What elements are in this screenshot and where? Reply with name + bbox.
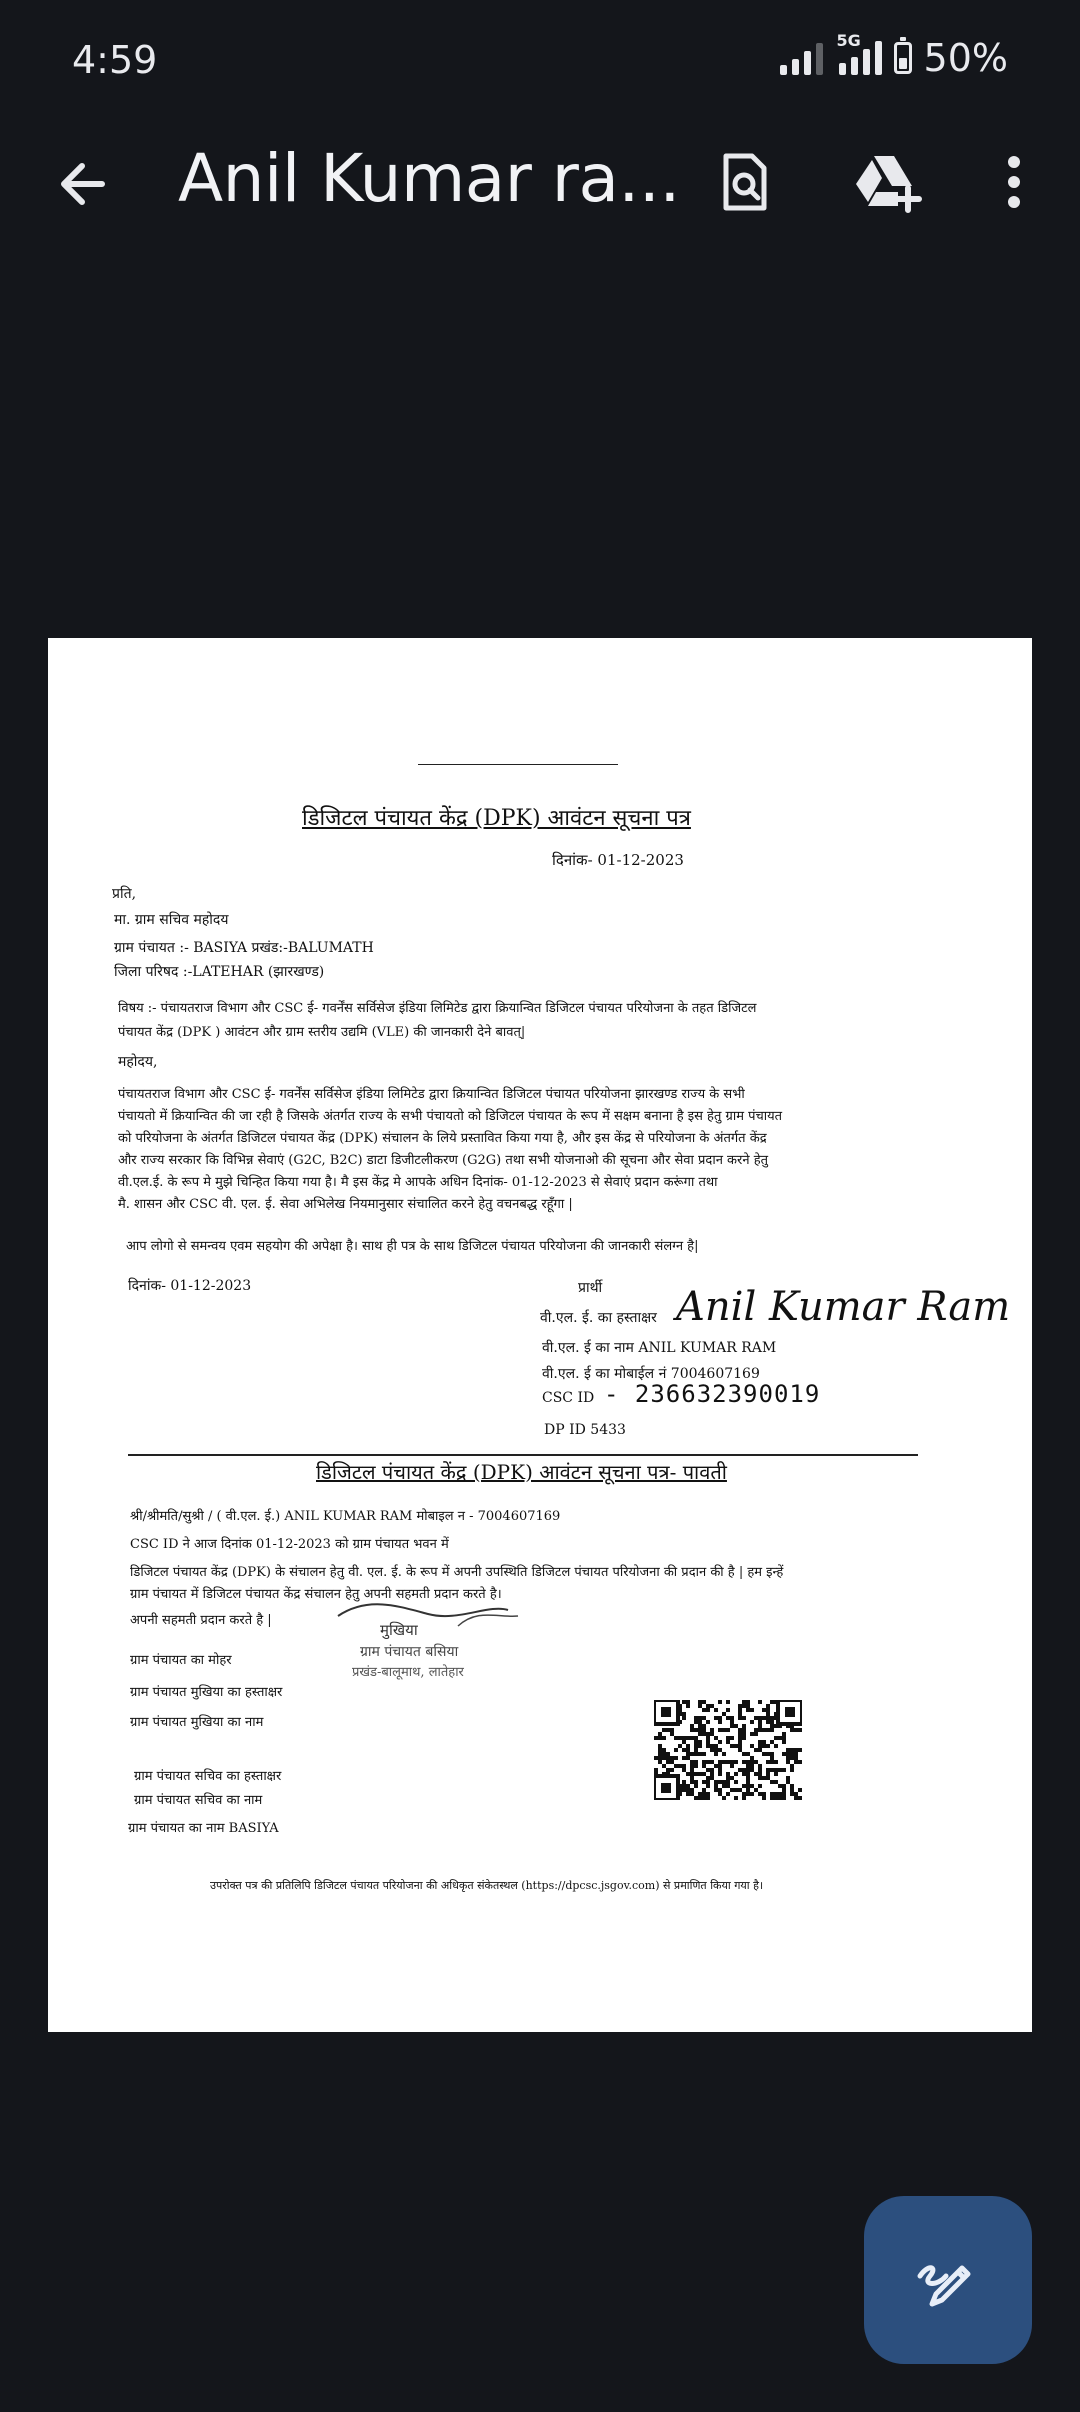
applicant-label: प्रार्थी	[578, 1280, 603, 1296]
status-time: 4:59	[72, 38, 158, 82]
annotate-pen-icon	[914, 2246, 982, 2314]
body-line-4: और राज्य सरकार कि विभिन्न सेवाएं (G2C, B2C) डाटा डिजीटलीकरण (G2G) तथा सभी योजनाओ की सूचना और सेवा प्रदान करने हेतु	[118, 1153, 769, 1168]
receipt-line-1: श्री/श्रीमति/सुश्री / ( वी.एल. ई.) ANIL KUMAR RAM मोबाइल न - 7004607169	[130, 1509, 561, 1524]
network-type: 5G	[836, 31, 861, 50]
document-title: Anil Kumar ra...	[178, 140, 680, 217]
battery-percent: 50%	[923, 36, 1008, 80]
salutation: महोदय,	[118, 1054, 158, 1070]
status-icons	[780, 31, 1008, 80]
body-line-2: पंचायतो में क्रियान्वित की जा रही है जिसके अंतर्गत राज्य के सभी पंचायतो को डिजिटल पंचायत के रूप में सक्षम बनाना है इस हेतु ग्राम पंचायत	[118, 1109, 783, 1124]
mukhiya-stamp	[308, 1596, 568, 1686]
secretary-name-label: ग्राम पंचायत सचिव का नाम	[134, 1793, 263, 1808]
body-line-6: मै. शासन और CSC वी. एल. ई. सेवा अभिलेख नियमानुसार संचालित करने हेतु वचनबद्ध रहूँगा |	[118, 1197, 573, 1212]
receipt-line-3: डिजिटल पंचायत केंद्र (DPK) के संचालन हेतु वी. एल. ई. के रूप में अपनी उपस्थिति डिजिटल पंचायत परियोजना की प्रदान की है | हम इन्हें	[130, 1565, 784, 1580]
footer-note: उपरोक्त पत्र की प्रतिलिपि डिजिटल पंचायत परियोजना की अधिकृत संकेतस्थल (https://dpcsc.jsgov.com) से प्रमाणित किया गया है।	[210, 1879, 764, 1892]
stamp-line-2: ग्राम पंचायत बसिया	[360, 1644, 459, 1660]
body-line-1: पंचायतराज विभाग और CSC ई- गवर्नेंस सर्विसेज इंडिया लिमिटेड द्वारा क्रियान्वित डिजिटल पंचायत परियोजना झारखण्ड राज्य के सभी	[118, 1087, 745, 1102]
mukhiya-sign-label: ग्राम पंचायत मुखिया का हस्ताक्षर	[130, 1685, 283, 1700]
panchayat-line: ग्राम पंचायत :- BASIYA प्रखंड:-BALUMATH	[114, 940, 374, 956]
csc-id-label: CSC ID	[542, 1390, 595, 1406]
receipt-heading: डिजिटल पंचायत केंद्र (DPK) आवंटन सूचना पत्र- पावती	[316, 1460, 727, 1484]
status-bar	[0, 0, 1080, 120]
vle-name: वी.एल. ई का नाम ANIL KUMAR RAM	[542, 1340, 777, 1356]
subject-line-2: पंचायत केंद्र (DPK ) आवंटन और ग्राम स्तरीय उद्यमि (VLE) की जानकारी देने बावत्|	[118, 1025, 526, 1040]
date-left: दिनांक- 01-12-2023	[128, 1278, 252, 1294]
stamp-line-3: प्रखंड-बालूमाथ, लातेहार	[352, 1665, 464, 1680]
vle-mobile: वी.एल. ई का मोबाईल नं 7004607169	[542, 1366, 760, 1382]
mukhiya-name-label: ग्राम पंचायत मुखिया का नाम	[130, 1715, 264, 1730]
document-heading: डिजिटल पंचायत केंद्र (DPK) आवंटन सूचना पत्र	[302, 806, 691, 831]
body-line-3: को परियोजना के अंतर्गत डिजिटल पंचायत केंद्र (DPK) संचालन के लिये प्रस्तावित किया गया है, और इस केंद्र से परियोजना के अंतर्गत केंद्र	[118, 1131, 767, 1146]
back-arrow-icon[interactable]	[52, 152, 116, 216]
signature-label: वी.एल. ई. का हस्ताक्षर	[540, 1310, 657, 1326]
dp-id: DP ID 5433	[544, 1422, 626, 1438]
section-divider	[128, 1454, 918, 1456]
vle-signature: Anil Kumar Ram	[676, 1284, 1011, 1330]
add-to-drive-icon[interactable]	[852, 150, 916, 214]
cellular-signal-icon	[835, 31, 882, 75]
receipt-line-5: अपनी सहमती प्रदान करते है |	[130, 1613, 272, 1628]
subject-line-1: विषय :- पंचायतराज विभाग और CSC ई- गवर्नेंस सर्विसेज इंडिया लिमिटेड द्वारा क्रियान्वित डिजिटल पंचायत परियोजना के तहत डिजिटल	[118, 1001, 757, 1016]
date-line: दिनांक- 01-12-2023	[552, 851, 684, 869]
wifi-signal-icon	[780, 41, 823, 75]
qr-code	[654, 1700, 802, 1800]
receipt-line-4: ग्राम पंचायत में डिजिटल पंचायत केंद्र संचालन हेतु अपनी सहमती प्रदान करते है।	[130, 1587, 502, 1602]
seal-label: ग्राम पंचायत का मोहर	[130, 1653, 232, 1668]
battery-level	[899, 58, 907, 69]
panchayat-name: ग्राम पंचायत का नाम BASIYA	[128, 1821, 279, 1836]
receipt-line-2: CSC ID ने आज दिनांक 01-12-2023 को ग्राम पंचायत भवन में	[130, 1537, 449, 1552]
csc-id-value: - 236632390019	[604, 1380, 821, 1408]
more-options-icon[interactable]	[986, 150, 1050, 214]
body-line-5: वी.एल.ई. के रूप मे मुझे चिन्हित किया गया है। मै इस केंद्र मे आपके अधिन दिनांक- 01-12-2023 से सेवाएं प्रदान करूंगा तथा	[118, 1175, 718, 1190]
addressee-line: मा. ग्राम सचिव महोदय	[114, 912, 229, 928]
app-bar	[0, 120, 1080, 240]
find-in-document-icon[interactable]	[712, 150, 776, 214]
battery-icon	[894, 42, 912, 74]
request-line: आप लोगो से समन्वय एवम सहयोग की अपेक्षा है। साथ ही पत्र के साथ डिजिटल पंचायत परियोजना की जानकारी संलग्न है|	[126, 1239, 699, 1254]
to-line: प्रति,	[112, 886, 137, 902]
secretary-sign-label: ग्राम पंचायत सचिव का हस्ताक्षर	[134, 1769, 282, 1784]
district-line: जिला परिषद :-LATEHAR (झारखण्ड)	[114, 964, 325, 980]
stamp-line-1: मुखिया	[380, 1621, 418, 1639]
annotate-fab-button[interactable]	[864, 2196, 1032, 2364]
top-rule	[418, 764, 618, 765]
document-page[interactable]	[48, 638, 1032, 2032]
